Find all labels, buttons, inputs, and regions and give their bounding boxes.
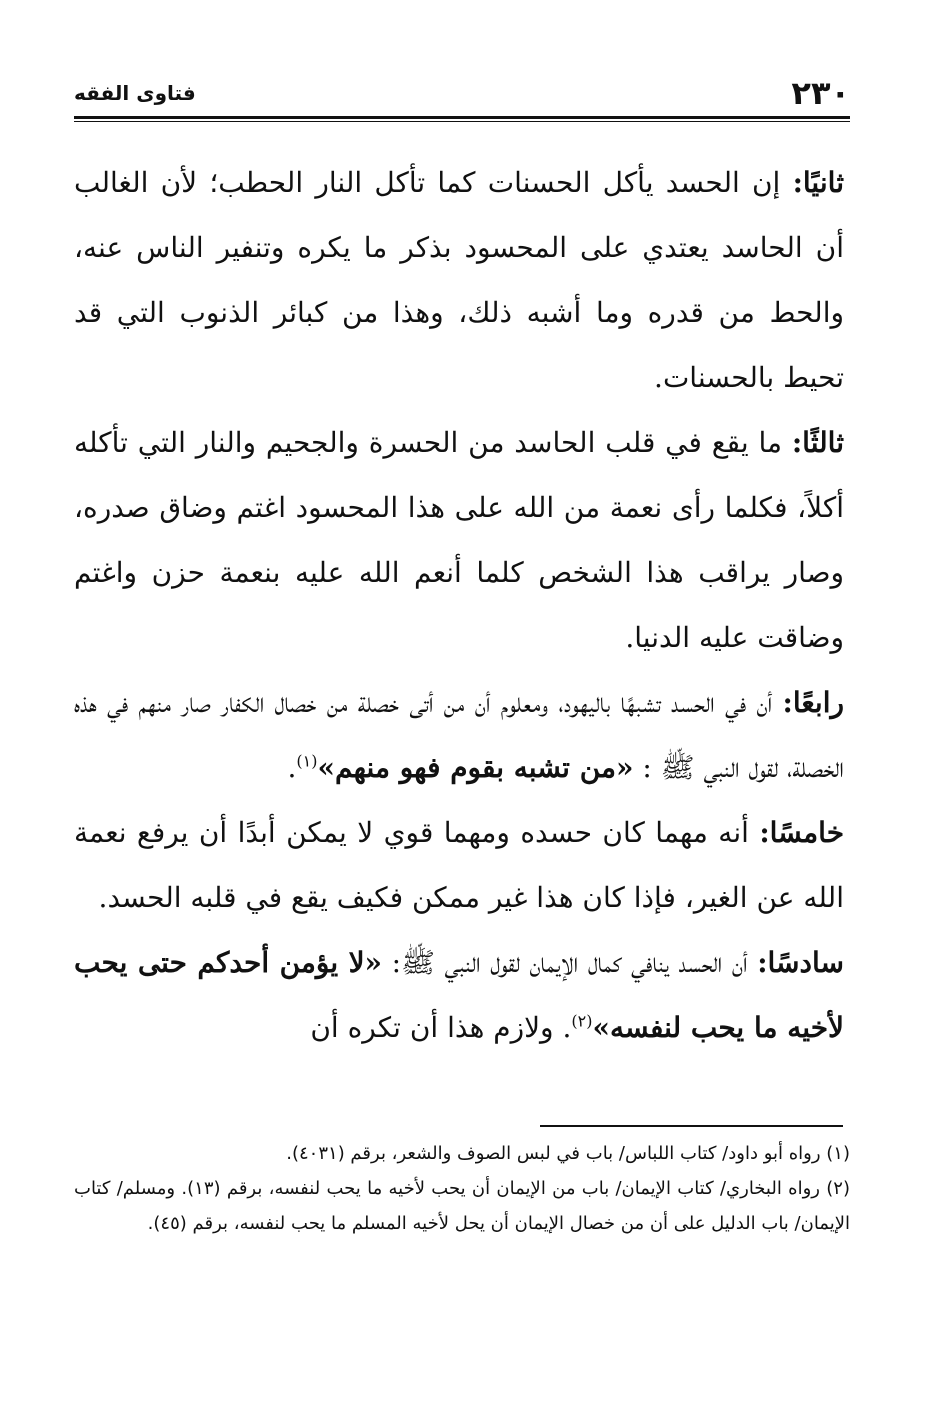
footnote-ref-1[interactable]: (١) xyxy=(296,751,318,771)
hadith-quote: «لا يؤمن أحدكم حتى يحب لأخيه ما يحب لنفسه» xyxy=(74,946,844,1044)
paragraph-fourth xyxy=(74,670,844,800)
page-number: ٢٣٠ xyxy=(791,74,850,112)
footnote-ref-2[interactable]: (٢) xyxy=(571,1011,593,1031)
paragraph-second xyxy=(74,150,844,410)
paragraph-text: إن الحسد يأكل الحسنات كما تأكل النار الحطب؛ لأن الغالب أن الحاسد يعتدي على المحسود بذكر ما يكره وتنفير الناس عنه، والحط من قدره وما أشبه ذلك، وهذا من كبائر الذنوب التي قد تحيط بالحسنات. xyxy=(74,166,844,394)
header-rule xyxy=(74,116,850,122)
paragraph-text: أنه مهما كان حسده ومهما قوي لا يمكن أبدًا أن يرفع نعمة الله عن الغير، فإذا كان هذا غير ممكن فكيف يقع في قلبه الحسد. xyxy=(74,816,844,914)
paragraph-tail: . ولازم هذا أن تكره أن xyxy=(310,1011,572,1044)
main-text xyxy=(74,150,844,1060)
paragraph-sixth xyxy=(74,930,844,1060)
paragraph-fifth xyxy=(74,800,844,930)
paragraph-text: أن الحسد ينافي كمال الإيمان لقول النبي ﷺ: xyxy=(382,946,758,979)
paragraph-lead: خامسًا: xyxy=(759,816,844,849)
paragraph-lead: سادسًا: xyxy=(757,946,844,979)
footnote-separator xyxy=(540,1125,843,1127)
paragraph-third xyxy=(74,410,844,670)
footnote-2: (٢) رواه البخاري/ كتاب الإيمان/ باب من الإيمان أن يحب لأخيه ما يحب لنفسه، برقم (١٣). ومسلم/ كتاب الإيمان/ باب الدليل على أن من خصال الإيمان أن يحل لأخيه المسلم ما يحب لنفسه، برقم (٤٥). xyxy=(74,1178,850,1234)
paragraph-lead: رابعًا: xyxy=(782,686,844,719)
paragraph-tail: . xyxy=(287,751,297,784)
footnotes xyxy=(74,1136,850,1241)
paragraph-lead: ثانيًا: xyxy=(792,166,844,199)
page-header xyxy=(74,72,850,118)
paragraph-lead: ثالثًا: xyxy=(791,426,844,459)
footnote-1: (١) رواه أبو داود/ كتاب اللباس/ باب في لبس الصوف والشعر، برقم (٤٠٣١). xyxy=(286,1143,850,1164)
paragraph-text: أن في الحسد تشبهًا باليهود، ومعلوم أن من أتى خصلة من خصال الكفار صار منهم في هذه الخصلة، لقول النبي ﷺ : xyxy=(74,686,844,784)
hadith-quote: «من تشبه بقوم فهو منهم» xyxy=(317,751,634,784)
running-title: فتاوى الفقه xyxy=(74,81,196,105)
paragraph-text: ما يقع في قلب الحاسد من الحسرة والجحيم والنار التي تأكله أكلاً، فكلما رأى نعمة من الله على هذا المحسود اغتم وضاق صدره، وصار يراقب هذا الشخص كلما أنعم الله عليه بنعمة حزن واغتم وضاقت عليه الدنيا. xyxy=(74,426,844,654)
